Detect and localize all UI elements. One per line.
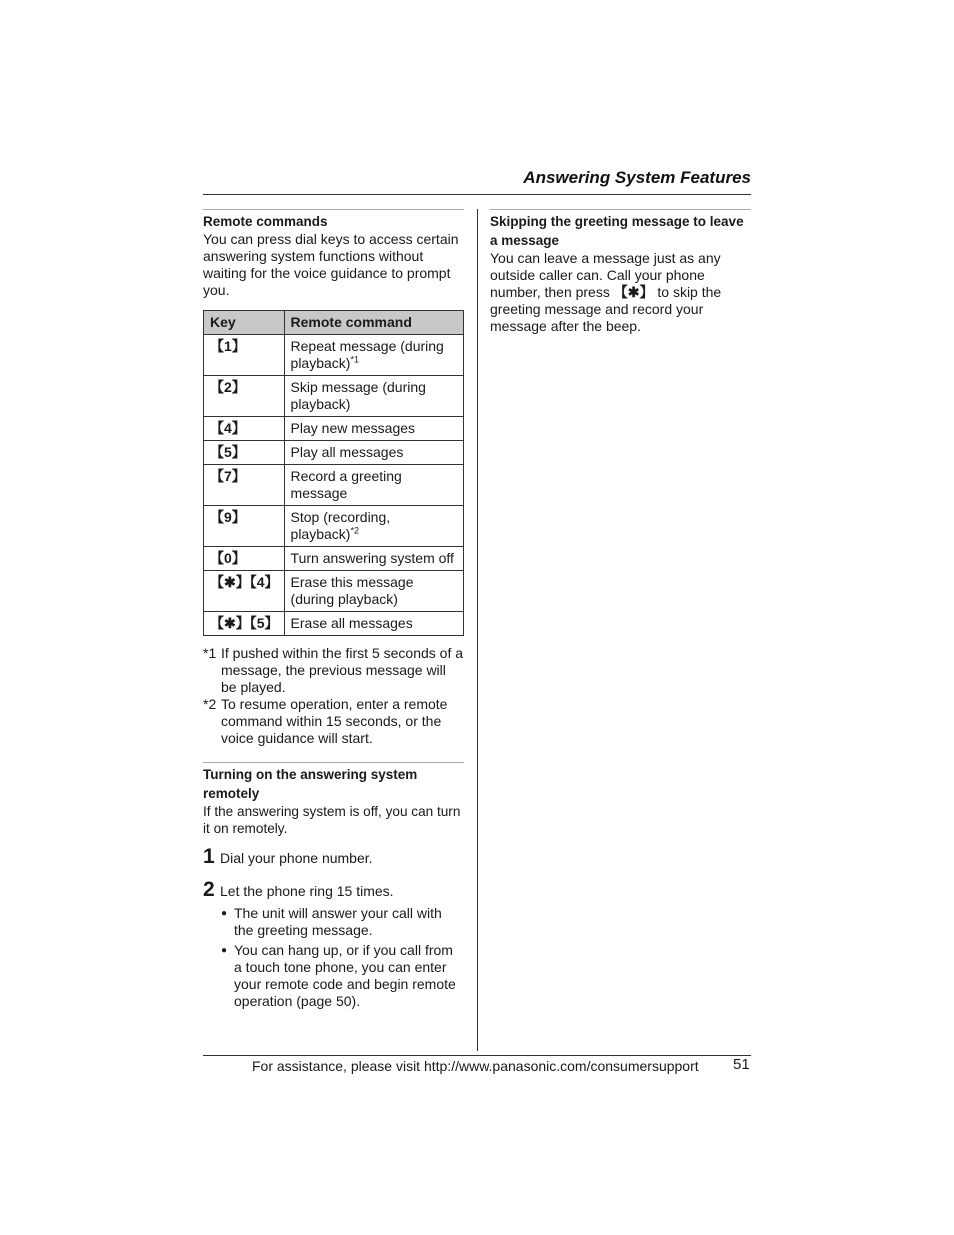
key-cell: 【0】 — [204, 547, 285, 571]
footnote-text: To resume operation, enter a remote command within 15 seconds, or the voice guidance will start. — [221, 696, 448, 746]
footnote-text: If pushed within the first 5 seconds of a message, the previous message will be played. — [221, 645, 464, 695]
footnote — [203, 696, 464, 747]
bullet-text: The unit will answer your call with the greeting message. — [234, 905, 442, 938]
key-cell: 【1】 — [204, 335, 285, 376]
star-key: 【✱】 — [613, 284, 654, 300]
list-item — [221, 942, 464, 1010]
bullet-text: You can hang up, or if you call from a touch tone phone, you can enter your remote code and begin remote operation (page 50). — [234, 942, 456, 1009]
command-cell: Record a greeting message — [284, 465, 463, 506]
command-cell: Skip message (during playback) — [284, 376, 463, 417]
step-text: Dial your phone number. — [220, 850, 373, 866]
step-number: 1 — [203, 845, 215, 868]
table-row — [204, 571, 464, 612]
command-cell — [284, 506, 463, 547]
footer-assistance-text: For assistance, please visit http://www.panasonic.com/consumersupport — [252, 1058, 699, 1074]
footnotes — [203, 645, 464, 747]
table-row — [204, 506, 464, 547]
key-cell: 【5】 — [204, 441, 285, 465]
footer-rule — [203, 1055, 751, 1056]
left-column — [203, 209, 464, 1013]
command-cell: Play all messages — [284, 441, 463, 465]
key-cell: 【✱】【4】 — [204, 571, 285, 612]
list-item — [221, 905, 464, 939]
command-text: Repeat message (during playback) — [290, 338, 444, 371]
bullet-icon: ● — [221, 945, 228, 956]
key-cell: 【7】 — [204, 465, 285, 506]
command-cell: Play new messages — [284, 417, 463, 441]
skipping-text-after: to skip the greeting message and record your message after the beep. — [490, 284, 722, 334]
remote-commands-intro: You can press dial keys to access certain answering system functions without waiting for the voice guidance to prompt you. — [203, 231, 459, 298]
footnote-ref: *1 — [350, 354, 359, 365]
table-row — [204, 547, 464, 571]
turning-on-heading: Turning on the answering system remotely — [203, 767, 418, 801]
footnote-mark: *1 — [203, 645, 217, 661]
command-cell: Erase this message (during playback) — [284, 571, 463, 612]
key-cell: 【✱】【5】 — [204, 612, 285, 636]
skipping-text-before: You can leave a message just as any outside caller can. Call your phone number, then press — [490, 250, 721, 300]
table-row — [204, 441, 464, 465]
header-rule — [203, 194, 751, 195]
command-cell: Erase all messages — [284, 612, 463, 636]
column-header-command: Remote command — [284, 311, 463, 335]
remote-commands-heading: Remote commands — [203, 214, 328, 229]
key-cell: 【4】 — [204, 417, 285, 441]
skipping-heading: Skipping the greeting message to leave a message — [490, 214, 744, 248]
table-row — [204, 465, 464, 506]
remote-commands-table — [203, 310, 464, 636]
command-cell: Turn answering system off — [284, 547, 463, 571]
footnote — [203, 645, 464, 696]
column-header-key: Key — [204, 311, 285, 335]
page-number: 51 — [733, 1056, 750, 1073]
step-text: Let the phone ring 15 times. — [220, 883, 394, 899]
table-row — [204, 335, 464, 376]
table-row — [204, 376, 464, 417]
command-cell — [284, 335, 463, 376]
step — [203, 845, 464, 869]
key-cell: 【2】 — [204, 376, 285, 417]
footnote-ref: *2 — [350, 525, 359, 536]
table-row — [204, 612, 464, 636]
right-column — [490, 209, 751, 335]
turning-on-intro: If the answering system is off, you can turn it on remotely. — [203, 804, 461, 836]
table-row — [204, 417, 464, 441]
step-bullets — [221, 905, 464, 1010]
key-cell: 【9】 — [204, 506, 285, 547]
footnote-mark: *2 — [203, 696, 217, 712]
step-number: 2 — [203, 878, 215, 901]
skipping-text — [490, 250, 751, 335]
table-header-row — [204, 311, 464, 335]
column-divider — [477, 209, 478, 1051]
bullet-icon: ● — [221, 908, 228, 919]
command-text: Stop (recording, playback) — [290, 509, 391, 542]
page-title: Answering System Features — [523, 168, 751, 187]
step — [203, 878, 464, 902]
